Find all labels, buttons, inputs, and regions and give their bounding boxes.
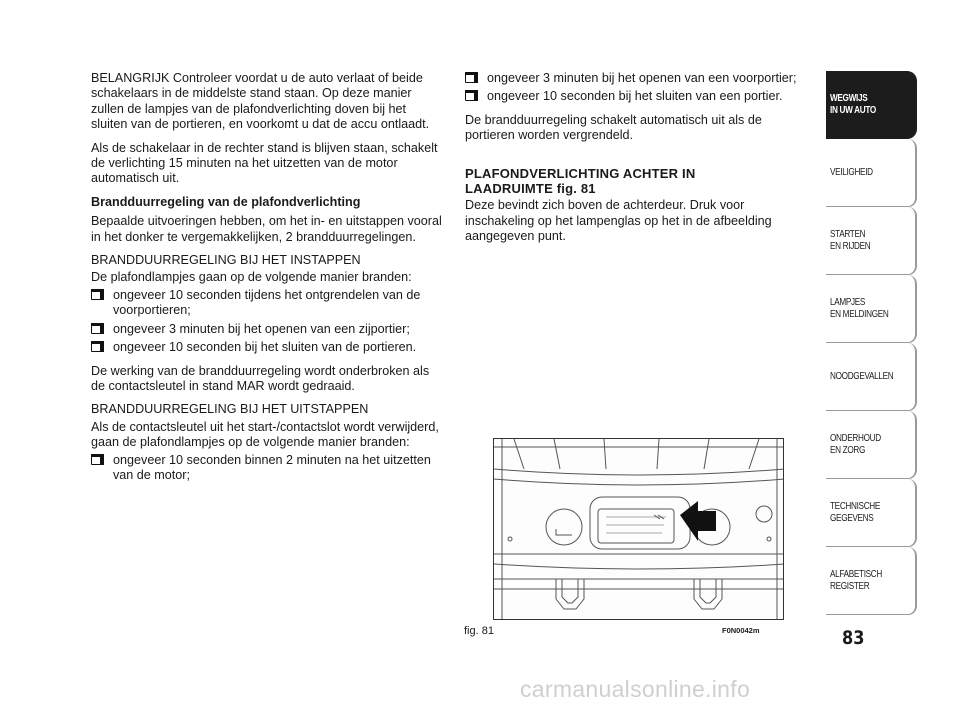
section-intro-instappen: De plafondlampjes gaan op de volgende manier branden: [91, 270, 412, 285]
list-continued [465, 71, 810, 105]
bullet-box-icon [91, 291, 102, 300]
watermark-text[interactable]: carmanualsonline.info [520, 676, 751, 702]
section-intro-uitstappen: Als de contactsleutel uit het start-/contactslot wordt verwijderd, gaan de plafondlampjes op de volgende manier branden: [91, 419, 439, 450]
figure-code: F0N0042m [722, 626, 760, 635]
list-item: ongeveer 10 seconden bij het sluiten van de portieren. [91, 340, 443, 355]
tab-wegwijs[interactable]: WEGWIJS IN UW AUTO [826, 71, 917, 139]
important-note: BELANGRIJK Controleer voordat u de auto verlaat of beide schakelaars in de middelste stand staan. Op deze manier zullen de lampjes van de plafondverlichting doven bij het sluiten van de portieren, en voorkomt u dat de accu ontlaadt. [91, 71, 430, 132]
paragraph-laadruimte: Deze bevindt zich boven de achterdeur. Druk voor inschakeling op het lampenglas op het in de afbeelding aangegeven punt. [465, 198, 772, 244]
list-uitstappen [91, 453, 443, 484]
list-item: ongeveer 10 seconden binnen 2 minuten na het uitzetten van de motor; [91, 453, 443, 484]
left-column [91, 71, 443, 491]
bullet-box-icon [465, 74, 476, 83]
list-item: ongeveer 3 minuten bij het openen van een voorportier; [465, 71, 810, 86]
tab-alfabetisch[interactable]: ALFABETISCH REGISTER [826, 547, 917, 615]
figure-caption: fig. 81 [464, 625, 494, 637]
tab-veiligheid[interactable]: VEILIGHEID [826, 139, 917, 207]
sub-heading: Brandduurregeling van de plafondverlichting [91, 194, 361, 209]
rear-courtesy-light-drawing [494, 439, 784, 620]
bullet-box-icon [91, 343, 102, 352]
paragraph-versions: Bepaalde uitvoeringen hebben, om het in- en uitstappen vooral in het donker te vergemakkelijken, 2 brandduurregelingen. [91, 214, 442, 244]
tab-lampjes[interactable]: LAMPJES EN MELDINGEN [826, 275, 917, 343]
right-column [465, 71, 810, 253]
page-number: 83 [842, 627, 865, 649]
tab-starten[interactable]: STARTEN EN RIJDEN [826, 207, 917, 275]
bullet-box-icon [91, 456, 102, 465]
paragraph-mar: De werking van de brandduurregeling wordt onderbroken als de contactsleutel in stand MAR wordt gedraaid. [91, 363, 430, 393]
tab-noodgevallen[interactable]: NOODGEVALLEN [826, 343, 917, 411]
paragraph-switch-right: Als de schakelaar in de rechter stand is blijven staan, schakelt de verlichting 15 minuten na het uitzetten van de motor automatisch uit. [91, 140, 438, 186]
list-instappen [91, 288, 443, 356]
tab-technische[interactable]: TECHNISCHE GEGEVENS [826, 479, 917, 547]
figure-illustration [493, 438, 784, 620]
section-title-uitstappen: BRANDDUURREGELING BIJ HET UITSTAPPEN [91, 402, 369, 417]
list-item: ongeveer 10 seconden tijdens het ontgrendelen van de voorportieren; [91, 288, 443, 319]
bullet-box-icon [91, 325, 102, 334]
list-item: ongeveer 10 seconden bij het sluiten van een portier. [465, 89, 810, 104]
tab-onderhoud[interactable]: ONDERHOUD EN ZORG [826, 411, 917, 479]
paragraph-locking: De brandduurregeling schakelt automatisch uit als de portieren worden vergrendeld. [465, 112, 762, 143]
chapter-tabs [826, 71, 917, 615]
section-title-instappen: BRANDDUURREGELING BIJ HET INSTAPPEN [91, 253, 361, 268]
pointer-arrow-icon [680, 501, 716, 541]
list-item: ongeveer 3 minuten bij het openen van een zijportier; [91, 322, 443, 337]
bullet-box-icon [465, 92, 476, 101]
section-heading-laadruimte: PLAFONDVERLICHTING ACHTER IN LAADRUIMTE fig. 81 [465, 165, 696, 197]
